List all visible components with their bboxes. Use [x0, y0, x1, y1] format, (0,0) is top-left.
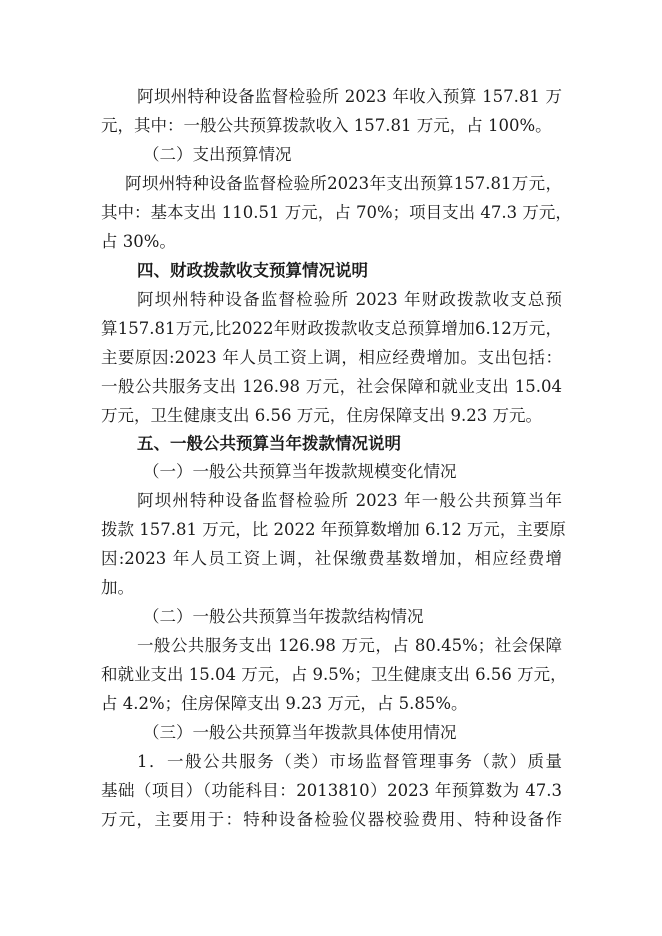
section-heading: 四、财政拨款收支预算情况说明	[137, 261, 368, 280]
body-text-line: 主要原因:2023 年人员工资上调，相应经费增加。支出包括：	[101, 348, 562, 367]
body-text-line: 其中：基本支出 110.51 万元，占 70%；项目支出 47.3 万元，	[101, 203, 572, 222]
body-text-line: 一般公共服务支出 126.98 万元，占 80.45%；社会保障	[137, 636, 562, 655]
subsection-heading: （三）一般公共预算当年拨款具体使用情况	[143, 723, 457, 742]
body-text-line: 占 30%。	[101, 232, 176, 251]
body-text-line: 阿坝州特种设备监督检验所 2023 年一般公共预算当年	[137, 491, 562, 510]
subsection-heading: （二）一般公共预算当年拨款结构情况	[143, 607, 424, 626]
subsection-heading: （二）支出预算情况	[143, 145, 292, 164]
body-text-line: 加。	[101, 578, 134, 597]
body-text-line: 1．一般公共服务（类）市场监督管理事务（款）质量	[137, 752, 562, 771]
body-text-line: 拨款 157.81 万元，比 2022 年预算数增加 6.12 万元，主要原	[101, 520, 566, 539]
body-text-line: 占 4.2%；住房保障支出 9.23 万元，占 5.85%。	[101, 694, 468, 713]
body-text-line: 阿坝州特种设备监督检验所2023年支出预算157.81万元，	[125, 174, 562, 193]
body-text-line: 算157.81万元,比2022年财政拨款收支总预算增加6.12万元，	[101, 319, 562, 338]
body-text-line: 万元，卫生健康支出 6.56 万元，住房保障支出 9.23 万元。	[101, 406, 542, 425]
body-text-line: 万元，主要用于：特种设备检验仪器校验费用、特种设备作	[101, 810, 562, 829]
body-text-line: 一般公共服务支出 126.98 万元，社会保障和就业支出 15.04	[101, 377, 562, 396]
body-text-line: 阿坝州特种设备监督检验所 2023 年财政拨款收支总预	[137, 290, 562, 309]
section-heading: 五、一般公共预算当年拨款情况说明	[137, 434, 401, 453]
subsection-heading: （一）一般公共预算当年拨款规模变化情况	[143, 462, 457, 481]
body-text-line: 元，其中：一般公共预算拨款收入 157.81 万元，占 100%。	[101, 116, 552, 135]
body-text-line: 阿坝州特种设备监督检验所 2023 年收入预算 157.81 万	[137, 87, 562, 106]
body-text-line: 因:2023 年人员工资上调，社保缴费基数增加，相应经费增	[101, 549, 562, 568]
body-text-line: 和就业支出 15.04 万元，占 9.5%；卫生健康支出 6.56 万元，	[101, 665, 567, 684]
body-text-line: 基础（项目）（功能科目：2013810）2023 年预算数为 47.3	[101, 781, 562, 800]
